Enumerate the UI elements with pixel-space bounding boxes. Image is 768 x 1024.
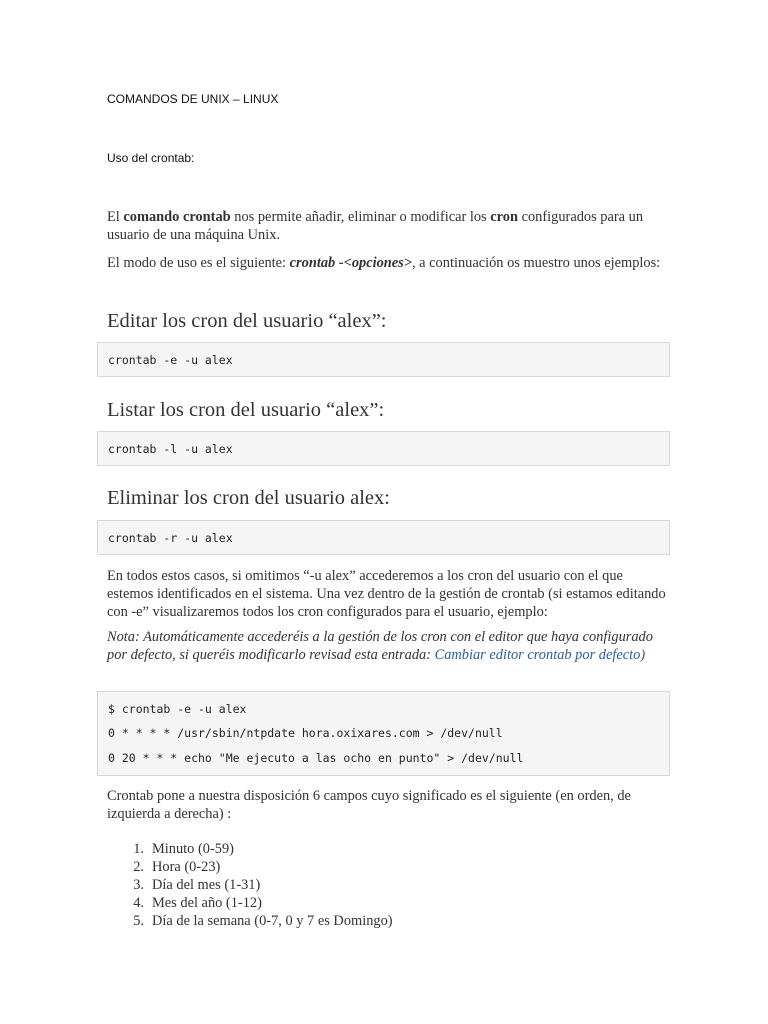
list-number: 5. bbox=[133, 913, 144, 929]
list-item bbox=[107, 858, 393, 876]
intro-text: configurados para un usuario de una máquina Unix. bbox=[107, 209, 644, 243]
note-paragraph bbox=[107, 628, 667, 664]
intro-text: , a continuación os muestro unos ejemplos: bbox=[411, 255, 661, 271]
code-line: 0 20 * * * echo "Me ejecuto a las ocho en punto" > /dev/null bbox=[108, 751, 524, 765]
list-item bbox=[107, 912, 393, 930]
change-editor-link[interactable]: Cambiar editor crontab por defecto) bbox=[434, 647, 646, 663]
intro-bold-cron: cron bbox=[490, 209, 518, 225]
code-line: crontab -e -u alex bbox=[108, 353, 233, 367]
section-subtitle: Uso del crontab: bbox=[107, 151, 195, 165]
intro-text: nos permite añadir, eliminar o modificar los bbox=[230, 209, 491, 225]
usage-syntax: crontab -<opciones> bbox=[289, 255, 412, 271]
code-block-edit bbox=[97, 342, 670, 377]
intro-text: El bbox=[107, 209, 124, 225]
code-line: crontab -r -u alex bbox=[108, 531, 233, 545]
list-item bbox=[107, 840, 393, 858]
list-label: Día del mes (1-31) bbox=[152, 877, 261, 893]
list-label: Mes del año (1-12) bbox=[152, 895, 262, 911]
intro-paragraph-1 bbox=[107, 208, 667, 244]
list-item bbox=[107, 894, 393, 912]
list-label: Hora (0-23) bbox=[152, 859, 221, 875]
code-line: $ crontab -e -u alex bbox=[108, 702, 247, 716]
note-text: : Automáticamente accederéis a la gestión de los cron con el editor que haya configurado por defecto, si queréis modificarlo revisad esta entrada: bbox=[107, 629, 653, 663]
heading-delete: Eliminar los cron del usuario alex: bbox=[107, 487, 390, 509]
list-number: 2. bbox=[133, 859, 144, 875]
list-label: Día de la semana (0-7, 0 y 7 es Domingo) bbox=[152, 913, 393, 929]
heading-edit: Editar los cron del usuario “alex”: bbox=[107, 310, 387, 332]
list-item bbox=[107, 876, 393, 894]
list-number: 1. bbox=[133, 841, 144, 857]
list-label: Minuto (0-59) bbox=[152, 841, 234, 857]
document-title: COMANDOS DE UNIX – LINUX bbox=[107, 92, 279, 106]
intro-bold-command: comando crontab bbox=[123, 209, 231, 225]
heading-list: Listar los cron del usuario “alex”: bbox=[107, 399, 385, 421]
code-line: crontab -l -u alex bbox=[108, 442, 233, 456]
list-number: 3. bbox=[133, 877, 144, 893]
code-block-example bbox=[97, 691, 670, 776]
explanation-paragraph: En todos estos casos, si omitimos “-u alex” accederemos a los cron del usuario con el que estemos identificados en el sistema. Una vez dentro de la gestión de crontab (si estamos editando con -e” visualizaremos todos los cron configurados para el usuario, ejemplo: bbox=[107, 568, 666, 620]
crontab-fields-list bbox=[107, 840, 393, 930]
intro-paragraph-2 bbox=[107, 254, 667, 272]
note-label: Nota bbox=[107, 629, 135, 645]
intro-text: El modo de uso es el siguiente: bbox=[107, 255, 290, 271]
list-number: 4. bbox=[133, 895, 144, 911]
fields-intro-paragraph: Crontab pone a nuestra disposición 6 campos cuyo significado es el siguiente (en orden, de izquierda a derecha) : bbox=[107, 788, 631, 822]
code-block-list bbox=[97, 431, 670, 466]
code-line: 0 * * * * /usr/sbin/ntpdate hora.oxixares.com > /dev/null bbox=[108, 726, 503, 740]
code-block-delete bbox=[97, 520, 670, 555]
